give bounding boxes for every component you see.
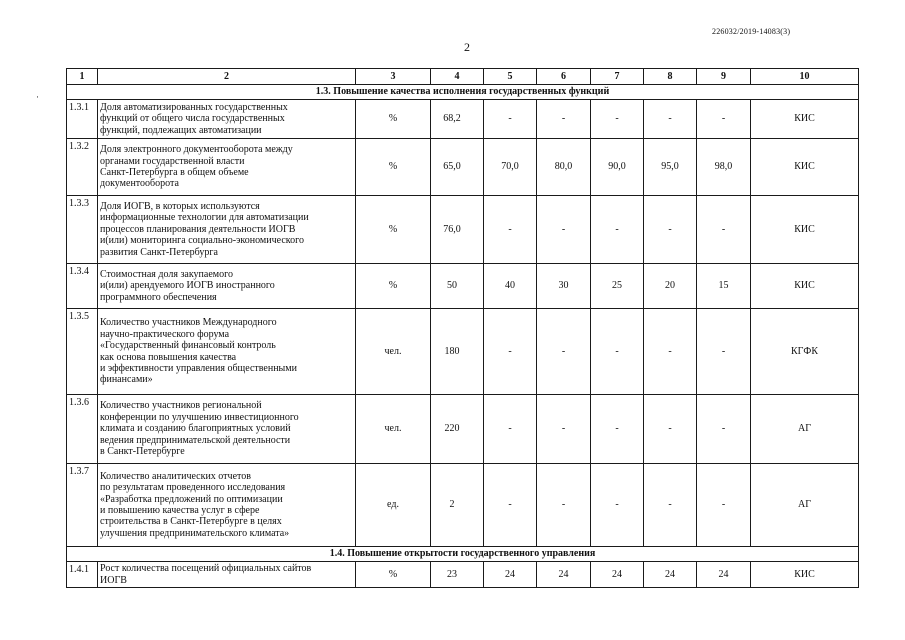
description-line: развития Санкт-Петербурга bbox=[100, 246, 218, 258]
column-header: 9 bbox=[697, 69, 751, 85]
value-cell: 95,0 bbox=[644, 139, 697, 196]
description-line: информационные технологии для автоматизации bbox=[100, 212, 309, 224]
indicators-table bbox=[66, 68, 859, 588]
table-row bbox=[67, 196, 859, 264]
value-cell: 76,0 bbox=[431, 196, 484, 264]
page-number: 2 bbox=[464, 40, 470, 54]
column-header: 6 bbox=[537, 69, 591, 85]
value-cell: 2 bbox=[431, 464, 484, 547]
row-number: 1.4.1 bbox=[67, 562, 98, 588]
value-cell: 70,0 bbox=[484, 139, 537, 196]
value-cell: - bbox=[484, 196, 537, 264]
description-line: ведения предпринимательской деятельности bbox=[100, 434, 291, 446]
description-line: Доля ИОГВ, в которых используются bbox=[100, 200, 260, 212]
description-line: Санкт-Петербурга в общем объеме bbox=[100, 167, 249, 178]
table-row bbox=[67, 562, 859, 588]
value-cell: - bbox=[484, 309, 537, 395]
description-line: в Санкт-Петербурге bbox=[100, 446, 185, 458]
description-line: функций, подлежащих автоматизации bbox=[100, 124, 262, 136]
value-cell: - bbox=[537, 464, 591, 547]
description-line: процессов планирования деятельности ИОГВ bbox=[100, 223, 296, 235]
row-number: 1.3.5 bbox=[67, 309, 98, 395]
value-cell: - bbox=[484, 395, 537, 464]
table-row bbox=[67, 139, 859, 196]
row-number: 1.3.3 bbox=[67, 196, 98, 264]
row-number: 1.3.7 bbox=[67, 464, 98, 547]
value-cell: 80,0 bbox=[537, 139, 591, 196]
description-line: как основа повышения качества bbox=[100, 351, 237, 363]
row-number: 1.3.2 bbox=[67, 139, 98, 196]
value-cell: 24 bbox=[484, 562, 537, 588]
value-cell: - bbox=[644, 100, 697, 139]
unit-cell: ед. bbox=[356, 464, 431, 547]
responsible-cell: КИС bbox=[751, 196, 859, 264]
description-line: финансами» bbox=[100, 374, 153, 386]
unit-cell: % bbox=[356, 139, 431, 196]
unit-cell: % bbox=[356, 562, 431, 588]
row-number: 1.3.1 bbox=[67, 100, 98, 139]
column-header: 8 bbox=[644, 69, 697, 85]
responsible-cell: КИС bbox=[751, 264, 859, 309]
responsible-cell: КИС bbox=[751, 139, 859, 196]
description-line: Количество участников региональной bbox=[100, 400, 262, 412]
description-line: «Государственный финансовый контроль bbox=[100, 340, 276, 352]
description-line: Доля электронного документооборота между bbox=[100, 144, 293, 156]
description-line: научно-практического форума bbox=[100, 328, 230, 340]
responsible-cell: КГФК bbox=[751, 309, 859, 395]
value-cell: - bbox=[644, 395, 697, 464]
value-cell: 24 bbox=[697, 562, 751, 588]
value-cell: - bbox=[697, 196, 751, 264]
value-cell: - bbox=[537, 100, 591, 139]
column-header: 3 bbox=[356, 69, 431, 85]
value-cell: - bbox=[697, 395, 751, 464]
unit-cell: % bbox=[356, 100, 431, 139]
value-cell: - bbox=[591, 196, 644, 264]
description-line: Доля автоматизированных государственных bbox=[100, 101, 288, 113]
indicator-description bbox=[98, 464, 356, 547]
description-line: конференции по улучшению инвестиционного bbox=[100, 411, 299, 423]
value-cell: 180 bbox=[431, 309, 484, 395]
unit-cell: % bbox=[356, 196, 431, 264]
responsible-cell: АГ bbox=[751, 464, 859, 547]
value-cell: - bbox=[697, 309, 751, 395]
description-line: и эффективности управления общественными bbox=[100, 362, 297, 374]
description-line: и(или) арендуемого ИОГВ иностранного bbox=[100, 280, 275, 292]
document-id: 226032/2019-14083(3) bbox=[712, 27, 791, 36]
value-cell: 30 bbox=[537, 264, 591, 309]
description-line: по результатам проведенного исследования bbox=[100, 482, 286, 494]
value-cell: - bbox=[591, 395, 644, 464]
value-cell: 98,0 bbox=[697, 139, 751, 196]
unit-cell: % bbox=[356, 264, 431, 309]
table-row bbox=[67, 309, 859, 395]
description-line: функций от общего числа государственных bbox=[100, 113, 285, 125]
value-cell: 20 bbox=[644, 264, 697, 309]
indicator-description bbox=[98, 139, 356, 196]
column-header: 4 bbox=[431, 69, 484, 85]
section-row bbox=[67, 547, 859, 562]
indicator-description bbox=[98, 395, 356, 464]
value-cell: 65,0 bbox=[431, 139, 484, 196]
indicator-description bbox=[98, 562, 356, 588]
description-line: улучшения предпринимательского климата» bbox=[100, 527, 290, 539]
responsible-cell: АГ bbox=[751, 395, 859, 464]
row-number: 1.3.6 bbox=[67, 395, 98, 464]
responsible-cell: КИС bbox=[751, 562, 859, 588]
column-header: 7 bbox=[591, 69, 644, 85]
column-header: 10 bbox=[751, 69, 859, 85]
description-line: органами государственной власти bbox=[100, 155, 245, 167]
description-line: строительства в Санкт-Петербурге в целях bbox=[100, 516, 282, 528]
responsible-cell: КИС bbox=[751, 100, 859, 139]
value-cell: - bbox=[591, 309, 644, 395]
value-cell: - bbox=[484, 100, 537, 139]
value-cell: 50 bbox=[431, 264, 484, 309]
table-row bbox=[67, 264, 859, 309]
value-cell: 90,0 bbox=[591, 139, 644, 196]
value-cell: 25 bbox=[591, 264, 644, 309]
description-line: Количество участников Международного bbox=[100, 317, 277, 329]
unit-cell: чел. bbox=[356, 309, 431, 395]
value-cell: - bbox=[591, 464, 644, 547]
value-cell: - bbox=[537, 395, 591, 464]
table-body bbox=[67, 69, 859, 588]
value-cell: - bbox=[644, 196, 697, 264]
column-number-row bbox=[67, 69, 859, 85]
table-row bbox=[67, 395, 859, 464]
value-cell: - bbox=[697, 100, 751, 139]
indicator-description bbox=[98, 196, 356, 264]
description-line: Количество аналитических отчетов bbox=[100, 470, 251, 482]
value-cell: - bbox=[697, 464, 751, 547]
unit-cell: чел. bbox=[356, 395, 431, 464]
section-title: 1.4. Повышение открытости государственного управления bbox=[67, 547, 859, 562]
indicator-description bbox=[98, 264, 356, 309]
indicator-description bbox=[98, 309, 356, 395]
value-cell: 15 bbox=[697, 264, 751, 309]
margin-mark: · bbox=[36, 92, 39, 102]
value-cell: 68,2 bbox=[431, 100, 484, 139]
value-cell: 220 bbox=[431, 395, 484, 464]
value-cell: 24 bbox=[644, 562, 697, 588]
column-header: 1 bbox=[67, 69, 98, 85]
description-line: и(или) мониторинга социально-экономического bbox=[100, 235, 304, 247]
row-number: 1.3.4 bbox=[67, 264, 98, 309]
description-line: климата и созданию благоприятных условий bbox=[100, 423, 291, 435]
description-line: документооборота bbox=[100, 178, 179, 190]
value-cell: - bbox=[644, 464, 697, 547]
description-line: Стоимостная доля закупаемого bbox=[100, 268, 233, 280]
description-line: ИОГВ bbox=[100, 574, 127, 586]
description-line: программного обеспечения bbox=[100, 291, 217, 303]
value-cell: 40 bbox=[484, 264, 537, 309]
section-row bbox=[67, 85, 859, 100]
value-cell: - bbox=[537, 309, 591, 395]
table-row bbox=[67, 100, 859, 139]
description-line: и повышению качества услуг в сфере bbox=[100, 505, 260, 516]
value-cell: 24 bbox=[537, 562, 591, 588]
description-line: «Разработка предложений по оптимизации bbox=[100, 493, 283, 505]
value-cell: - bbox=[537, 196, 591, 264]
column-header: 5 bbox=[484, 69, 537, 85]
value-cell: - bbox=[484, 464, 537, 547]
indicator-description bbox=[98, 100, 356, 139]
section-title: 1.3. Повышение качества исполнения государственных функций bbox=[67, 85, 859, 100]
value-cell: 24 bbox=[591, 562, 644, 588]
table-row bbox=[67, 464, 859, 547]
column-header: 2 bbox=[98, 69, 356, 85]
value-cell: 23 bbox=[431, 562, 484, 588]
value-cell: - bbox=[644, 309, 697, 395]
description-line: Рост количества посещений официальных сайтов bbox=[100, 563, 312, 575]
value-cell: - bbox=[591, 100, 644, 139]
